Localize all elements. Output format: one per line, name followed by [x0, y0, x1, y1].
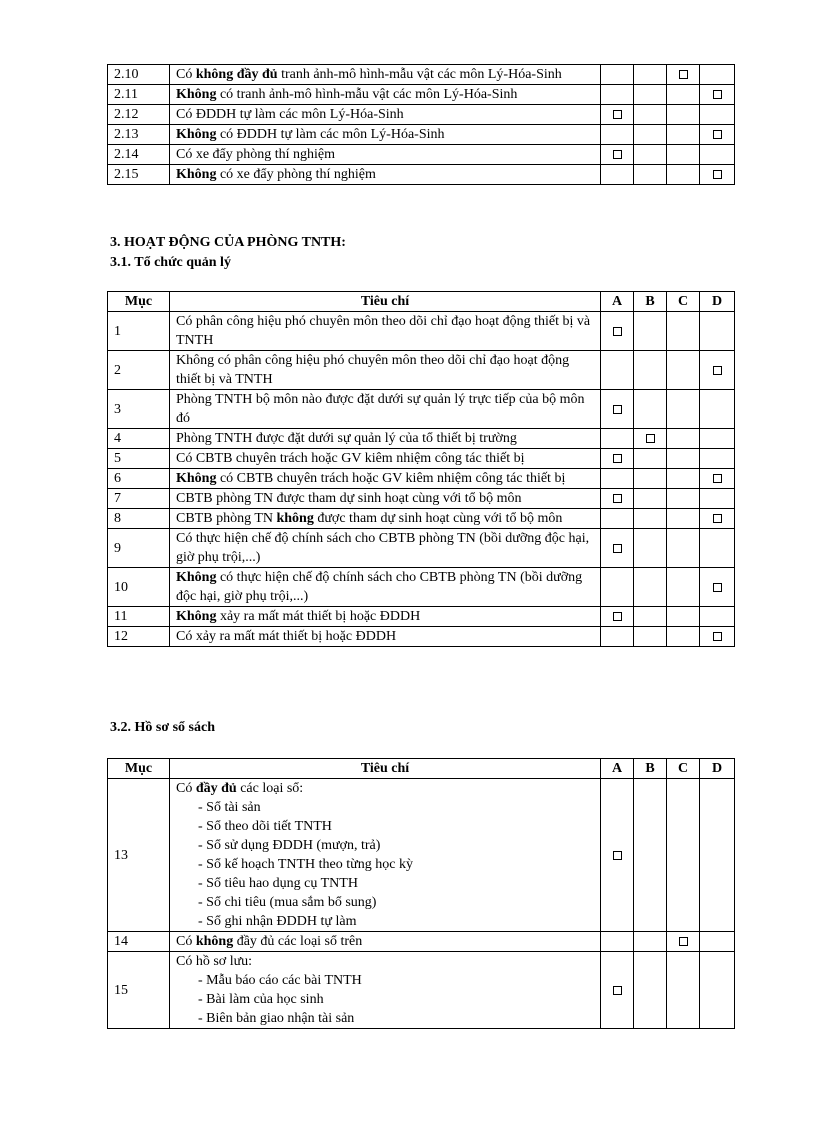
checkbox-icon[interactable]: [646, 434, 655, 443]
criterion-fragment: xảy ra mất mát thiết bị hoặc ĐDDH: [216, 609, 421, 624]
criterion-fragment: Có CBTB chuyên trách hoặc GV kiêm nhiệm công tác thiết bị: [176, 451, 525, 466]
criterion-fragment: có xe đẩy phòng thí nghiệm: [216, 167, 376, 182]
rating-cell-c: [667, 529, 700, 568]
checkbox-icon[interactable]: [713, 366, 722, 375]
rating-cell-a: [601, 449, 634, 469]
rating-cell-d: [700, 489, 735, 509]
table-row: [108, 429, 735, 449]
list-item: - Sổ kế hoạch TNTH theo từng học kỳ: [198, 857, 413, 872]
checkbox-icon[interactable]: [613, 454, 622, 463]
rating-cell-d: [700, 779, 735, 932]
checkbox-icon[interactable]: [613, 405, 622, 414]
criterion-fragment: tranh ảnh-mô hình-mẫu vật các môn Lý-Hóa-Sinh: [277, 67, 562, 82]
rating-cell-c: [667, 125, 700, 145]
rating-cell-a: [601, 932, 634, 952]
rating-cell-b: [634, 429, 667, 449]
row-number: 2.13: [108, 125, 170, 145]
rating-cell-b: [634, 351, 667, 390]
row-number: 12: [108, 627, 170, 647]
list-item: - Sổ ghi nhận ĐDDH tự làm: [198, 914, 357, 929]
table-row: [108, 312, 735, 351]
row-number: 15: [108, 952, 170, 1029]
management-table: [107, 291, 735, 647]
section-3-title: 3. HOẠT ĐỘNG CỦA PHÒNG TNTH:: [110, 235, 346, 250]
criterion-fragment: có tranh ảnh-mô hình-mẫu vật các môn Lý-Hóa-Sinh: [216, 87, 518, 102]
criterion-text: [170, 509, 601, 529]
rating-cell-a: [601, 568, 634, 607]
criterion-fragment: có ĐDDH tự làm các môn Lý-Hóa-Sinh: [216, 127, 445, 142]
row-number: 9: [108, 529, 170, 568]
checkbox-icon[interactable]: [713, 632, 722, 641]
rating-cell-a: [601, 351, 634, 390]
row-number: 2: [108, 351, 170, 390]
rating-cell-a: [601, 85, 634, 105]
criterion-text: [170, 779, 601, 932]
rating-cell-d: [700, 529, 735, 568]
rating-cell-a: [601, 509, 634, 529]
criterion-emphasis: không: [195, 934, 234, 949]
table-row: [108, 779, 735, 932]
row-number: 2.15: [108, 165, 170, 185]
header-b: B: [634, 292, 667, 312]
rating-cell-b: [634, 165, 667, 185]
rating-cell-a: [601, 469, 634, 489]
rating-cell-b: [634, 932, 667, 952]
rating-cell-b: [634, 627, 667, 647]
sub-item-list: [176, 971, 596, 1028]
criterion-emphasis: Không: [176, 127, 217, 142]
checkbox-icon[interactable]: [679, 937, 688, 946]
rating-cell-c: [667, 469, 700, 489]
criterion-text: [170, 469, 601, 489]
list-item: - Sổ theo dõi tiết TNTH: [198, 819, 332, 834]
rating-cell-a: [601, 312, 634, 351]
header-c: C: [667, 759, 700, 779]
rating-cell-c: [667, 390, 700, 429]
checkbox-icon[interactable]: [613, 986, 622, 995]
checkbox-icon[interactable]: [679, 70, 688, 79]
rating-cell-b: [634, 145, 667, 165]
table-row: [108, 145, 735, 165]
rating-cell-c: [667, 952, 700, 1029]
header-muc: Mục: [108, 292, 170, 312]
rating-cell-d: [700, 165, 735, 185]
rating-cell-d: [700, 85, 735, 105]
row-number: 4: [108, 429, 170, 449]
row-number: 2.11: [108, 85, 170, 105]
records-table: [107, 758, 735, 1029]
rating-cell-a: [601, 390, 634, 429]
criterion-text: [170, 312, 601, 351]
rating-cell-c: [667, 85, 700, 105]
criterion-emphasis: Không: [176, 609, 217, 624]
criterion-emphasis: Không: [176, 167, 217, 182]
row-number: 7: [108, 489, 170, 509]
checkbox-icon[interactable]: [613, 327, 622, 336]
header-tieuchi: Tiêu chí: [170, 292, 601, 312]
criterion-fragment: Có xảy ra mất mát thiết bị hoặc ĐDDH: [176, 629, 397, 644]
criterion-fragment: CBTB phòng TN được tham dự sinh hoạt cùng với tổ bộ môn: [176, 491, 522, 506]
row-number: 14: [108, 932, 170, 952]
criterion-fragment: Có hồ sơ lưu:: [176, 954, 253, 969]
rating-cell-a: [601, 429, 634, 449]
table-row: [108, 952, 735, 1029]
table-row: [108, 627, 735, 647]
rating-cell-b: [634, 509, 667, 529]
header-d: D: [700, 759, 735, 779]
criterion-text: [170, 351, 601, 390]
criterion-text: [170, 429, 601, 449]
rating-cell-c: [667, 449, 700, 469]
criterion-fragment: CBTB phòng TN: [176, 511, 277, 526]
criterion-fragment: các loại sổ:: [236, 781, 304, 796]
header-d: D: [700, 292, 735, 312]
row-number: 8: [108, 509, 170, 529]
rating-cell-d: [700, 312, 735, 351]
criterion-fragment: Có: [176, 934, 196, 949]
table-row: [108, 449, 735, 469]
rating-cell-a: [601, 65, 634, 85]
row-number: 2.12: [108, 105, 170, 125]
rating-cell-d: [700, 449, 735, 469]
table-row: [108, 469, 735, 489]
rating-cell-a: [601, 125, 634, 145]
criterion-fragment: Có phân công hiệu phó chuyên môn theo dõi chỉ đạo hoạt động thiết bị và TNTH: [176, 314, 591, 348]
criterion-fragment: Phòng TNTH được đặt dưới sự quản lý của tổ thiết bị trường: [176, 431, 517, 446]
rating-cell-a: [601, 952, 634, 1029]
checkbox-icon[interactable]: [613, 544, 622, 553]
rating-cell-b: [634, 469, 667, 489]
checkbox-icon[interactable]: [613, 110, 622, 119]
checkbox-icon[interactable]: [713, 583, 722, 592]
section-3-1-title: 3.1. Tổ chức quản lý: [110, 255, 231, 270]
criterion-fragment: Không có phân công hiệu phó chuyên môn theo dõi chỉ đạo hoạt động thiết bị và TNTH: [176, 353, 570, 387]
criterion-text: [170, 125, 601, 145]
table-row: [108, 509, 735, 529]
list-item: - Mẫu báo cáo các bài TNTH: [198, 973, 362, 988]
criterion-text: [170, 65, 601, 85]
criteria-table-2: [107, 64, 735, 185]
checkbox-icon[interactable]: [713, 514, 722, 523]
rating-cell-a: [601, 489, 634, 509]
criterion-text: [170, 145, 601, 165]
rating-cell-b: [634, 779, 667, 932]
rating-cell-a: [601, 165, 634, 185]
list-item: - Sổ chi tiêu (mua sắm bổ sung): [198, 895, 377, 910]
criterion-fragment: có thực hiện chế độ chính sách cho CBTB phòng TN (bồi dưỡng độc hại, giờ phụ trội,...): [176, 570, 583, 604]
rating-cell-c: [667, 65, 700, 85]
header-c: C: [667, 292, 700, 312]
rating-cell-b: [634, 568, 667, 607]
criterion-text: [170, 449, 601, 469]
rating-cell-d: [700, 125, 735, 145]
table-row: [108, 125, 735, 145]
rating-cell-b: [634, 85, 667, 105]
rating-cell-c: [667, 607, 700, 627]
rating-cell-c: [667, 105, 700, 125]
table-row: [108, 65, 735, 85]
rating-cell-c: [667, 145, 700, 165]
rating-cell-a: [601, 145, 634, 165]
rating-cell-c: [667, 932, 700, 952]
criterion-text: [170, 607, 601, 627]
checkbox-icon[interactable]: [713, 474, 722, 483]
criterion-text: [170, 489, 601, 509]
rating-cell-c: [667, 489, 700, 509]
table-row: [108, 568, 735, 607]
rating-cell-b: [634, 125, 667, 145]
header-a: A: [601, 759, 634, 779]
criterion-text: [170, 85, 601, 105]
rating-cell-c: [667, 351, 700, 390]
criterion-text: [170, 165, 601, 185]
row-number: 11: [108, 607, 170, 627]
row-number: 1: [108, 312, 170, 351]
criterion-fragment: có CBTB chuyên trách hoặc GV kiêm nhiệm công tác thiết bị: [216, 471, 566, 486]
rating-cell-b: [634, 65, 667, 85]
rating-cell-b: [634, 390, 667, 429]
table-row: [108, 351, 735, 390]
criterion-text: [170, 568, 601, 607]
row-number: 6: [108, 469, 170, 489]
rating-cell-a: [601, 627, 634, 647]
header-muc: Mục: [108, 759, 170, 779]
section-3-2-title: 3.2. Hồ sơ sổ sách: [110, 720, 215, 735]
table-row: [108, 105, 735, 125]
row-number: 5: [108, 449, 170, 469]
row-number: 10: [108, 568, 170, 607]
rating-cell-c: [667, 165, 700, 185]
table-row: [108, 85, 735, 105]
rating-cell-c: [667, 627, 700, 647]
rating-cell-d: [700, 509, 735, 529]
criterion-fragment: Có thực hiện chế độ chính sách cho CBTB phòng TN (bồi dưỡng độc hại, giờ phụ trội,...): [176, 531, 590, 565]
row-number: 2.14: [108, 145, 170, 165]
rating-cell-d: [700, 351, 735, 390]
rating-cell-a: [601, 105, 634, 125]
table-row: [108, 489, 735, 509]
criterion-text: [170, 390, 601, 429]
sub-item-list: [176, 798, 596, 931]
checkbox-icon[interactable]: [713, 130, 722, 139]
rating-cell-c: [667, 429, 700, 449]
rating-cell-d: [700, 627, 735, 647]
rating-cell-a: [601, 607, 634, 627]
rating-cell-d: [700, 105, 735, 125]
criterion-emphasis: Không: [176, 471, 217, 486]
rating-cell-b: [634, 607, 667, 627]
header-a: A: [601, 292, 634, 312]
row-number: 13: [108, 779, 170, 932]
table-row: [108, 529, 735, 568]
list-item: - Biên bản giao nhận tài sản: [198, 1011, 355, 1026]
rating-cell-d: [700, 932, 735, 952]
row-number: 2.10: [108, 65, 170, 85]
criterion-fragment: đầy đủ các loại sổ trên: [233, 934, 363, 949]
criterion-fragment: Có: [176, 781, 196, 796]
rating-cell-c: [667, 312, 700, 351]
rating-cell-d: [700, 429, 735, 449]
criterion-emphasis: không: [276, 511, 314, 526]
table-row: [108, 165, 735, 185]
rating-cell-b: [634, 529, 667, 568]
criterion-fragment: Phòng TNTH bộ môn nào được đặt dưới sự quản lý trực tiếp của bộ môn đó: [176, 392, 585, 426]
header-b: B: [634, 759, 667, 779]
rating-cell-d: [700, 469, 735, 489]
list-item: - Sổ tài sản: [198, 800, 261, 815]
table-row: [108, 390, 735, 429]
rating-cell-b: [634, 449, 667, 469]
rating-cell-a: [601, 779, 634, 932]
rating-cell-c: [667, 509, 700, 529]
row-number: 3: [108, 390, 170, 429]
checkbox-icon[interactable]: [613, 150, 622, 159]
rating-cell-d: [700, 145, 735, 165]
criterion-text: [170, 932, 601, 952]
rating-cell-d: [700, 607, 735, 627]
criterion-fragment: Có xe đẩy phòng thí nghiệm: [176, 147, 336, 162]
checkbox-icon[interactable]: [613, 851, 622, 860]
criterion-fragment: Có ĐDDH tự làm các môn Lý-Hóa-Sinh: [176, 107, 404, 122]
checkbox-icon[interactable]: [713, 170, 722, 179]
rating-cell-d: [700, 65, 735, 85]
checkbox-icon[interactable]: [713, 90, 722, 99]
rating-cell-b: [634, 489, 667, 509]
rating-cell-b: [634, 312, 667, 351]
rating-cell-d: [700, 568, 735, 607]
criterion-emphasis: Không: [176, 87, 217, 102]
rating-cell-d: [700, 952, 735, 1029]
criterion-text: [170, 952, 601, 1029]
checkbox-icon[interactable]: [613, 494, 622, 503]
header-tieuchi: Tiêu chí: [170, 759, 601, 779]
list-item: - Sổ sử dụng ĐDDH (mượn, trả): [198, 838, 381, 853]
rating-cell-c: [667, 779, 700, 932]
criterion-fragment: được tham dự sinh hoạt cùng với tổ bộ môn: [313, 511, 563, 526]
criterion-text: [170, 627, 601, 647]
criterion-emphasis: đầy đủ: [195, 781, 237, 796]
checkbox-icon[interactable]: [613, 612, 622, 621]
rating-cell-d: [700, 390, 735, 429]
list-item: - Sổ tiêu hao dụng cụ TNTH: [198, 876, 358, 891]
criterion-text: [170, 529, 601, 568]
rating-cell-b: [634, 952, 667, 1029]
criterion-fragment: Có: [176, 67, 196, 82]
criterion-text: [170, 105, 601, 125]
rating-cell-c: [667, 568, 700, 607]
rating-cell-b: [634, 105, 667, 125]
criterion-emphasis: Không: [176, 570, 217, 585]
table-row: [108, 932, 735, 952]
rating-cell-a: [601, 529, 634, 568]
criterion-emphasis: không đầy đủ: [195, 67, 278, 82]
table-row: [108, 607, 735, 627]
list-item: - Bài làm của học sinh: [198, 992, 324, 1007]
